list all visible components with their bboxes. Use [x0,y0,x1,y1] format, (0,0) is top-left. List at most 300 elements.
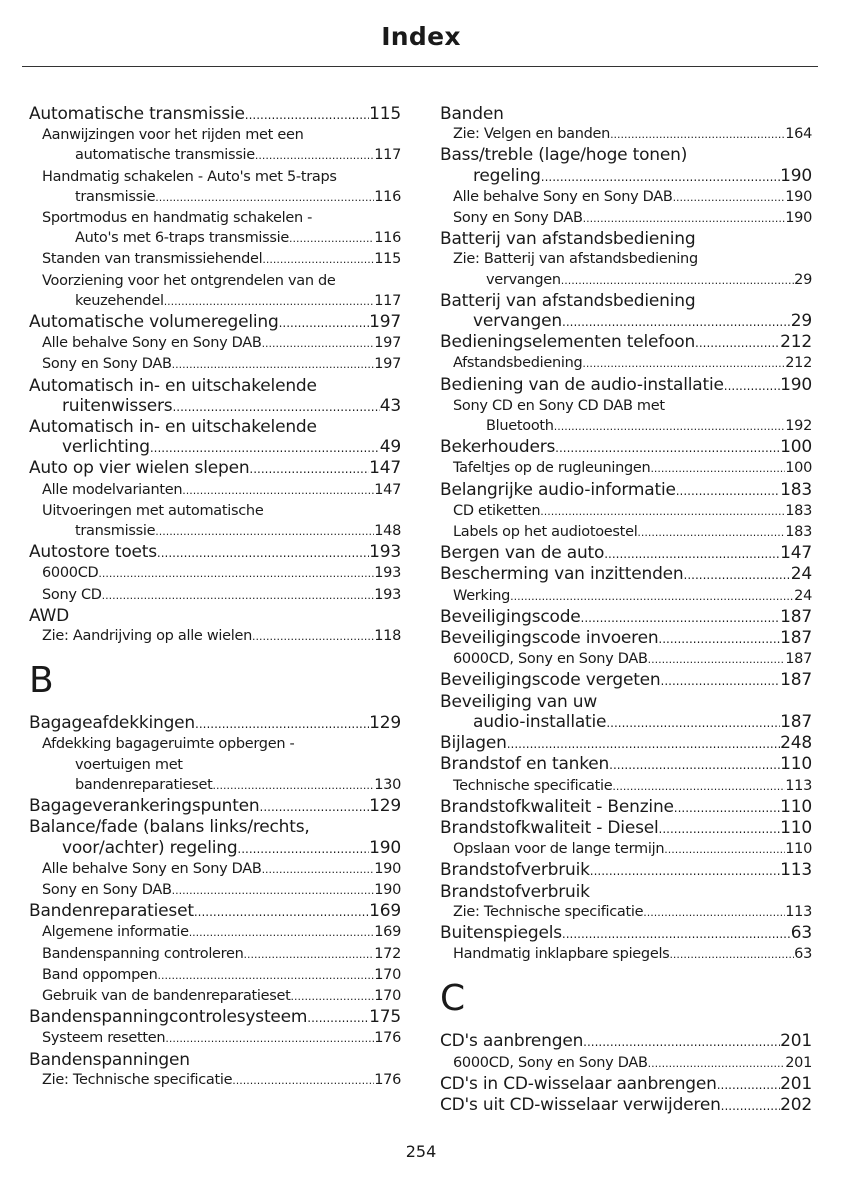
entry-text: Bandenspanning controleren [42,945,244,962]
page-ref[interactable]: 190 [374,860,401,877]
entry-text: Batterij van afstandsbediening [440,229,696,250]
index-subentry [440,902,812,923]
index-subentry [440,776,812,797]
entry-text: Bediening van de audio-installatie [440,374,724,395]
page-ref[interactable]: 129 [369,713,401,734]
dot-leader [648,649,786,670]
dot-leader [582,353,785,374]
entry-text: AWD [29,605,69,626]
page-ref[interactable]: 164 [785,126,812,143]
page-ref[interactable]: 29 [794,271,812,288]
page-ref[interactable]: 172 [374,945,401,962]
entry-text: Voorziening voor het ontgrendelen van de [42,272,336,289]
page-ref[interactable]: 113 [780,860,812,881]
entry-text: Bescherming van inzittenden [440,564,684,585]
dot-leader [150,437,380,458]
entry-text: Systeem resetten [42,1030,166,1047]
entry-text: vervangen [486,271,561,288]
index-subentry [29,880,401,901]
index-subentry [29,271,401,312]
entry-text: Bandenreparatieset [29,901,194,922]
page-ref[interactable]: 190 [785,210,812,227]
index-subentry [440,458,812,479]
section-letter: B [29,660,54,702]
entry-text: CD etiketten [453,502,541,519]
entry-text: Werking [453,587,511,604]
index-subentry [29,944,401,965]
dot-leader [232,1070,374,1091]
index-entry [440,229,812,249]
page-ref[interactable]: 175 [369,1007,401,1028]
index-entry [440,375,812,396]
index-entry [440,692,812,733]
dot-leader [604,543,780,564]
dot-leader [262,859,375,880]
dot-leader [637,522,785,543]
dot-leader [289,228,374,249]
page-ref[interactable]: 197 [374,335,401,352]
index-entry [29,376,401,417]
page-ref[interactable]: 187 [780,670,812,691]
entry-text: Beveiligingscode [440,606,581,627]
dot-leader [307,1007,369,1028]
index-subentry [29,986,401,1007]
entry-text: Zie: Technische specificatie [42,1071,233,1088]
entry-text: Bekerhouders [440,437,556,458]
entry-text: Brandstof en tanken [440,754,610,775]
index-entry [29,606,401,626]
index-entry [440,104,812,124]
index-subentry [440,249,812,290]
dot-leader [291,986,375,1007]
entry-text: Brandstofkwaliteit - Benzine [440,796,674,817]
index-entry [440,628,812,649]
page-ref[interactable]: 63 [794,946,812,963]
entry-text: voertuigen met [75,756,183,773]
index-subentry [29,585,401,606]
index-entry [440,332,812,353]
entry-text: Gebruik van de bandenreparatieset [42,987,291,1004]
page-ref[interactable]: 110 [780,796,812,817]
entry-text: Bagageverankeringspunten [29,796,260,817]
page-ref[interactable]: 187 [780,711,812,732]
index-subentry [29,249,401,270]
page-ref[interactable]: 63 [790,922,812,943]
index-subentry [440,586,812,607]
page-ref[interactable]: 190 [374,881,401,898]
index-entry [440,607,812,628]
dot-leader [157,542,369,563]
entry-text: Alle behalve Sony en Sony DAB [42,335,262,352]
index-column-left [29,104,401,1091]
page-ref[interactable]: 169 [369,901,401,922]
index-subentry [29,333,401,354]
entry-text: Automatisch in- en uitschakelende [29,375,317,396]
index-entry [440,543,812,564]
entry-text: automatische transmissie [75,147,255,164]
entry-text: Bluetooth [486,418,554,435]
page-ref[interactable]: 129 [369,796,401,817]
page-ref[interactable]: 183 [785,524,812,541]
index-subentry [440,522,812,543]
page-ref[interactable]: 193 [374,565,401,582]
entry-text: Balance/fade (balans links/rechts, [29,817,310,838]
index-subentry [29,626,401,647]
entry-text: Bandenspanningen [29,1049,190,1070]
entry-text: Algemene informatie [42,924,189,941]
entry-text: Handmatig inklapbare spiegels [453,946,670,963]
page-ref[interactable]: 190 [780,165,812,186]
dot-leader [581,607,781,628]
dot-leader [195,713,369,734]
entry-text: bandenreparatieset [75,776,213,793]
entry-text: Afdekking bagageruimte opbergen - [42,736,295,753]
section-letter: C [440,978,466,1020]
entry-text: Sony en Sony DAB [42,881,172,898]
entry-text: Beveiliging van uw [440,691,598,712]
entry-text: Labels op het audiotoestel [453,524,638,541]
dot-leader [102,585,375,606]
index-entry [440,1031,812,1052]
dot-leader [561,270,794,291]
index-entry [440,754,812,775]
page-ref[interactable]: 118 [374,628,401,645]
dot-leader [213,775,375,796]
entry-text: Tafeltjes op de rugleuningen [453,460,651,477]
dot-leader [237,838,369,859]
page-ref[interactable]: 113 [785,903,812,920]
index-subentry [29,1070,401,1091]
dot-leader [155,521,374,542]
entry-text: voor/achter) regeling [62,837,238,858]
page-ref[interactable]: 201 [780,1031,812,1052]
entry-text: transmissie [75,188,156,205]
index-entry [29,542,401,563]
page-ref[interactable]: 110 [785,841,812,858]
dot-leader [606,712,780,733]
index-entry [440,291,812,332]
index-entry [440,882,812,902]
page-ref[interactable]: 100 [780,437,812,458]
dot-leader [648,1053,786,1074]
index-entry [440,733,812,754]
page-ref[interactable]: 190 [369,837,401,858]
index-subentry [440,944,812,965]
dot-leader [661,670,781,691]
entry-text: Bagageafdekkingen [29,713,196,734]
entry-text: Autostore toets [29,542,157,563]
entry-text: Beveiligingscode invoeren [440,628,659,649]
index-entry [440,670,812,691]
entry-text: Bergen van de auto [440,543,605,564]
index-entry [440,860,812,881]
dot-leader [507,733,780,754]
dot-leader [674,797,780,818]
entry-text: Standen van transmissiehendel [42,251,263,268]
entry-text: Zie: Velgen en banden [453,126,611,143]
index-subentry [29,859,401,880]
index-column-right [440,104,812,1116]
dot-leader [189,922,375,943]
entry-text: 6000CD [42,565,99,582]
entry-text: verlichting [62,437,150,458]
page-ref[interactable]: 110 [780,754,812,775]
index-subentry [440,187,812,208]
index-subentry [440,208,812,229]
dot-leader [165,1028,374,1049]
entry-text: Batterij van afstandsbediening [440,290,696,311]
entry-text: CD's aanbrengen [440,1031,584,1052]
entry-text: Auto's met 6-traps transmissie [75,230,290,247]
index-subentry [29,922,401,943]
dot-leader [279,312,370,333]
entry-text: Opslaan voor de lange termijn [453,841,665,858]
entry-text: Zie: Aandrijving op alle wielen [42,628,253,645]
entry-text: Brandstofkwaliteit - Diesel [440,817,659,838]
index-subentry [29,563,401,584]
index-subentry [29,501,401,542]
dot-leader [255,145,374,166]
index-subentry [440,501,812,522]
index-entry [29,796,401,817]
entry-text: 6000CD, Sony en Sony DAB [453,651,648,668]
entry-text: Bass/treble (lage/hoge tonen) [440,145,688,166]
dot-leader [252,626,374,647]
page-ref[interactable]: 197 [374,356,401,373]
index-entry [440,1074,812,1095]
page-ref[interactable]: 43 [379,395,401,416]
page-ref[interactable]: 130 [374,776,401,793]
page-ref[interactable]: 170 [374,966,401,983]
page-ref[interactable]: 148 [374,523,401,540]
page-ref[interactable]: 201 [785,1054,812,1071]
entry-text: keuzehendel [75,292,164,309]
index-subentry [29,965,401,986]
entry-text: Automatisch in- en uitschakelende [29,417,317,438]
dot-leader [562,923,791,944]
index-entry [440,797,812,818]
index-entry [29,1050,401,1070]
page-ref[interactable]: 113 [785,777,812,794]
index-subentry [29,1028,401,1049]
index-subentry [440,839,812,860]
dot-leader [610,124,785,145]
dot-leader [260,796,370,817]
entry-text: Auto op vier wielen slepen [29,458,250,479]
page-ref[interactable]: 212 [780,332,812,353]
page-ref[interactable]: 100 [785,460,812,477]
page-ref[interactable]: 147 [369,458,401,479]
entry-text: Buitenspiegels [440,922,562,943]
index-subentry [29,480,401,501]
entry-text: Alle modelvarianten [42,481,183,498]
index-subentry [440,396,812,437]
page-ref[interactable]: 176 [374,1030,401,1047]
dot-leader [673,187,786,208]
page-ref[interactable]: 24 [794,587,812,604]
page-ref[interactable]: 248 [780,733,812,754]
page-ref[interactable]: 115 [374,251,401,268]
page-ref[interactable]: 117 [374,292,401,309]
page-ref[interactable]: 115 [369,104,401,124]
dot-leader [590,860,780,881]
entry-text: Technische specificatie [453,777,613,794]
index-subentry [29,167,401,208]
index-entry [440,818,812,839]
dot-leader [684,564,791,585]
dot-leader [669,944,794,965]
entry-text: Afstandsbediening [453,355,583,372]
entry-text: Banden [440,104,504,124]
dot-leader [182,480,374,501]
page-ref[interactable]: 193 [369,542,401,563]
entry-text: Band oppompen [42,966,158,983]
index-entry [29,1007,401,1028]
dot-leader [721,1095,780,1116]
index-subentry [29,208,401,249]
page-ref[interactable]: 193 [374,586,401,603]
page-ref[interactable]: 187 [780,628,812,649]
page-ref[interactable]: 183 [785,502,812,519]
page-ref[interactable]: 116 [374,188,401,205]
dot-leader [262,333,375,354]
page-ref[interactable]: 170 [374,987,401,1004]
dot-leader [164,291,375,312]
page-ref[interactable]: 110 [780,817,812,838]
index-subentry [440,1053,812,1074]
dot-leader [541,166,780,187]
page-ref[interactable]: 202 [780,1094,812,1115]
entry-text: ruitenwissers [62,395,173,416]
entry-text: audio-installatie [473,711,607,732]
dot-leader [172,354,375,375]
dot-leader [158,965,375,986]
dot-leader [244,944,375,965]
dot-leader [659,818,781,839]
header-rule [22,66,818,67]
entry-text: Sportmodus en handmatig schakelen - [42,210,313,227]
dot-leader [724,375,780,396]
index-entry [440,564,812,585]
dot-leader [612,776,785,797]
page-ref[interactable]: 24 [790,564,812,585]
dot-leader [676,480,780,501]
index-entry [440,437,812,458]
index-entry [29,713,401,734]
entry-text: Belangrijke audio-informatie [440,479,676,500]
page-ref[interactable]: 176 [374,1071,401,1088]
index-entry [440,145,812,186]
dot-leader [194,901,369,922]
page-ref[interactable]: 147 [374,481,401,498]
page-title: Index [381,22,461,51]
index-entry [440,923,812,944]
page-ref[interactable]: 212 [785,355,812,372]
entry-text: Handmatig schakelen - Auto's met 5-traps [42,168,337,185]
page-ref[interactable]: 201 [780,1073,812,1094]
index-entry [29,817,401,858]
dot-leader [540,501,785,522]
page-ref[interactable]: 187 [780,606,812,627]
entry-text: Alle behalve Sony en Sony DAB [42,860,262,877]
dot-leader [643,902,785,923]
entry-text: Bijlagen [440,733,507,754]
page-ref[interactable]: 29 [790,311,812,332]
page-ref[interactable]: 192 [785,418,812,435]
page-ref[interactable]: 197 [369,312,401,333]
entry-text: Aanwijzingen voor het rijden met een [42,127,304,144]
entry-text: CD's in CD-wisselaar aanbrengen [440,1073,717,1094]
dot-leader [562,311,791,332]
dot-leader [583,208,786,229]
dot-leader [172,396,379,417]
index-subentry [440,649,812,670]
index-entry [29,104,401,125]
entry-text: Bandenspanningcontrolesysteem [29,1007,308,1028]
entry-text: Automatische transmissie [29,104,245,124]
page-ref[interactable]: 147 [780,543,812,564]
entry-text: Bedieningselementen telefoon [440,332,696,353]
dot-leader [554,416,786,437]
page-ref[interactable]: 116 [374,230,401,247]
page-ref[interactable]: 187 [785,651,812,668]
index-subentry [29,734,401,796]
page-ref[interactable]: 49 [379,437,401,458]
index-entry [440,1095,812,1116]
dot-leader [583,1031,780,1052]
page-ref[interactable]: 183 [780,479,812,500]
dot-leader [245,104,369,125]
index-subentry [440,353,812,374]
entry-text: Brandstofverbruik [440,881,590,902]
page-ref[interactable]: 117 [374,147,401,164]
entry-text: vervangen [473,311,562,332]
entry-text: Uitvoeringen met automatische [42,502,264,519]
index-entry [29,417,401,458]
entry-text: Zie: Batterij van afstandsbediening [453,251,698,268]
entry-text: Beveiligingscode vergeten [440,670,661,691]
entry-text: Zie: Technische specificatie [453,903,644,920]
dot-leader [650,458,785,479]
entry-text: transmissie [75,523,156,540]
dot-leader [695,332,780,353]
dot-leader [249,458,369,479]
entry-text: Sony CD [42,586,102,603]
index-entry [29,901,401,922]
dot-leader [717,1074,780,1095]
dot-leader [555,437,780,458]
index-entry [440,480,812,501]
entry-text: Automatische volumeregeling [29,312,279,333]
index-subentry [29,354,401,375]
dot-leader [510,586,794,607]
index-subentry [29,125,401,166]
index-entry [29,312,401,333]
dot-leader [658,628,780,649]
dot-leader [664,839,785,860]
dot-leader [155,187,374,208]
entry-text: Sony en Sony DAB [453,210,583,227]
page-ref[interactable]: 190 [785,188,812,205]
entry-text: 6000CD, Sony en Sony DAB [453,1054,648,1071]
entry-text: Sony en Sony DAB [42,356,172,373]
dot-leader [172,880,375,901]
dot-leader [98,563,374,584]
page-ref[interactable]: 169 [374,924,401,941]
page-ref[interactable]: 190 [780,374,812,395]
entry-text: Sony CD en Sony CD DAB met [453,397,665,414]
entry-text: CD's uit CD-wisselaar verwijderen [440,1094,721,1115]
